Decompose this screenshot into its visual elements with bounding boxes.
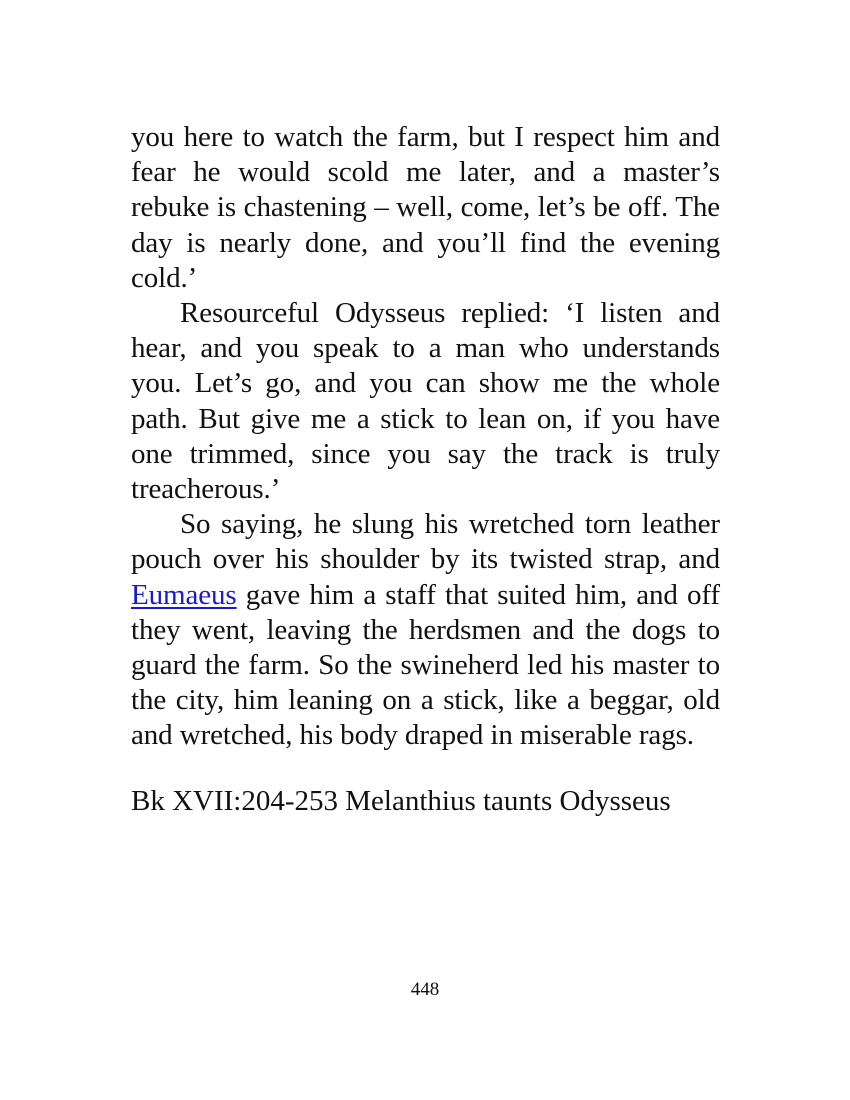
- paragraph-odysseus-reply: Resourceful Odysseus replied: ‘I listen and hear, and you speak to a man who understands you. Let’s go, and you can show me the whole path. But give me a stick to lean on, if you have one trimmed, since you say the track is truly treacherous.’: [131, 297, 720, 506]
- paragraph-departure-text-start: So saying, he slung his wretched torn leather pouch over his shoulder by its twisted strap, and: [131, 508, 720, 576]
- page-number: 448: [410, 979, 440, 1000]
- paragraph-continued: you here to watch the farm, but I respect him and fear he would scold me later, and a master’s rebuke is chastening – well, come, let’s be off. The day is nearly done, and you’ll find the evening cold.’: [131, 121, 720, 294]
- section-heading: Bk XVII:204-253 Melanthius taunts Odysseus: [131, 784, 671, 817]
- page-content: [131, 120, 720, 819]
- eumaeus-link[interactable]: Eumaeus: [131, 578, 237, 611]
- paragraph-departure: [131, 507, 720, 753]
- paragraph-departure-text-end: gave him a staff that suited him, and off they went, leaving the herdsmen and the dogs to guard the farm. So the swineherd led his master to the city, him leaning on a stick, like a beggar, old and wretched, his body draped in miserable rags.: [131, 578, 720, 752]
